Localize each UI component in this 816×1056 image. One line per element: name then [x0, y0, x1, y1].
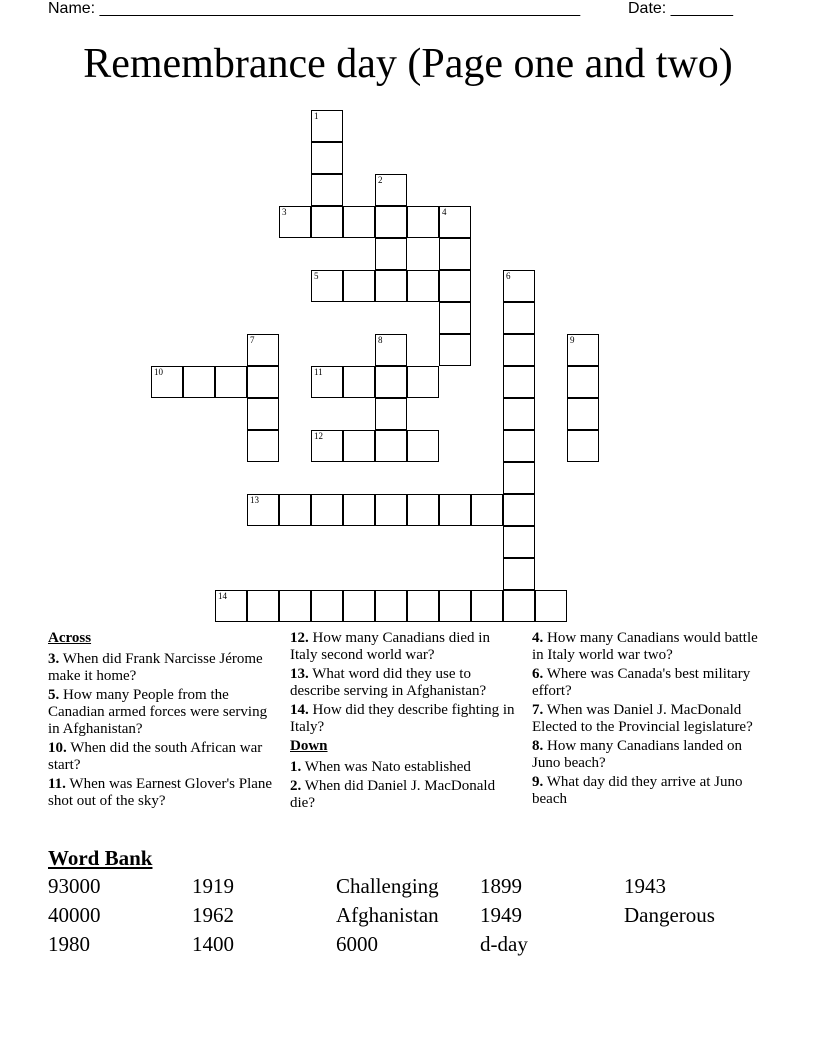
crossword-cell[interactable] — [439, 590, 471, 622]
cell-number: 11 — [314, 367, 323, 377]
crossword-cell[interactable] — [343, 590, 375, 622]
crossword-cell[interactable] — [503, 462, 535, 494]
crossword-cell[interactable] — [407, 590, 439, 622]
crossword-cell[interactable] — [279, 590, 311, 622]
crossword-cell[interactable] — [503, 590, 535, 622]
crossword-cell[interactable] — [439, 334, 471, 366]
word-bank-item: Dangerous — [624, 903, 715, 927]
crossword-cell[interactable] — [503, 366, 535, 398]
clue-number: 2. — [290, 778, 302, 794]
crossword-cell[interactable] — [375, 366, 407, 398]
crossword-cell[interactable] — [375, 398, 407, 430]
cell-number: 1 — [314, 111, 319, 121]
crossword-cell[interactable] — [503, 302, 535, 334]
crossword-cell[interactable] — [247, 398, 279, 430]
clue-number: 5. — [48, 687, 60, 703]
crossword-cell[interactable] — [375, 430, 407, 462]
crossword-cell[interactable] — [311, 174, 343, 206]
name-field[interactable]: Name: ______________________________________________________ — [48, 0, 581, 17]
crossword-cell[interactable] — [343, 430, 375, 462]
crossword-cell[interactable] — [247, 494, 279, 526]
clue-number: 11. — [48, 776, 66, 792]
word-bank-item: d-day — [480, 932, 528, 956]
crossword-cell[interactable] — [375, 334, 407, 366]
clue-across-3 — [48, 651, 276, 685]
clue-down-1 — [290, 759, 518, 776]
clue-number: 1. — [290, 759, 302, 775]
crossword-cell[interactable] — [279, 206, 311, 238]
clue-text: What word did they use to describe serving in Afghanistan? — [290, 666, 487, 699]
clue-column-1 — [48, 630, 276, 812]
cell-number: 2 — [378, 175, 383, 185]
crossword-cell[interactable] — [311, 110, 343, 142]
cell-number: 8 — [378, 335, 383, 345]
clue-number: 3. — [48, 651, 60, 667]
crossword-cell[interactable] — [503, 334, 535, 366]
crossword-cell[interactable] — [407, 206, 439, 238]
crossword-cell[interactable] — [311, 206, 343, 238]
clue-down-7 — [532, 702, 760, 736]
cell-number: 9 — [570, 335, 575, 345]
crossword-cell[interactable] — [247, 334, 279, 366]
word-bank-item: 1943 — [624, 874, 666, 898]
clue-across-11 — [48, 776, 276, 810]
clue-across-5 — [48, 687, 276, 738]
word-bank-item: 1949 — [480, 903, 522, 927]
date-field[interactable]: Date: _______ — [628, 0, 733, 17]
crossword-cell[interactable] — [183, 366, 215, 398]
clue-text: When did Daniel J. MacDonald die? — [290, 778, 496, 811]
crossword-cell[interactable] — [343, 366, 375, 398]
crossword-cell[interactable] — [407, 430, 439, 462]
crossword-cell[interactable] — [407, 270, 439, 302]
clue-text: How many Canadians landed on Juno beach? — [532, 738, 742, 771]
clue-text: How many Canadians died in Italy second world war? — [290, 630, 490, 663]
crossword-cell[interactable] — [439, 238, 471, 270]
clue-down-6 — [532, 666, 760, 700]
crossword-cell[interactable] — [343, 206, 375, 238]
crossword-cell[interactable] — [503, 494, 535, 526]
clue-across-12 — [290, 630, 518, 664]
clue-text: Where was Canada's best military effort? — [532, 666, 751, 699]
clue-down-8 — [532, 738, 760, 772]
clue-across-13 — [290, 666, 518, 700]
word-bank-item: 1919 — [192, 874, 234, 898]
clue-text: What day did they arrive at Juno beach — [532, 774, 743, 807]
cell-number: 10 — [154, 367, 163, 377]
clue-text: How many Canadians would battle in Italy world war two? — [532, 630, 758, 663]
crossword-cell[interactable] — [567, 334, 599, 366]
crossword-cell[interactable] — [407, 494, 439, 526]
word-bank-item: 1899 — [480, 874, 522, 898]
clue-number: 7. — [532, 702, 544, 718]
word-bank-title: Word Bank — [48, 846, 153, 870]
crossword-cell[interactable] — [439, 302, 471, 334]
page-title: Remembrance day (Page one and two) — [83, 41, 733, 87]
crossword-cell[interactable] — [311, 270, 343, 302]
crossword-cell[interactable] — [247, 590, 279, 622]
clue-text: When was Daniel J. MacDonald Elected to the Provincial legislature? — [532, 702, 753, 735]
crossword-cell[interactable] — [567, 430, 599, 462]
word-bank-item: Afghanistan — [336, 903, 439, 927]
crossword-cell[interactable] — [311, 590, 343, 622]
crossword-cell[interactable] — [439, 206, 471, 238]
crossword-cell[interactable] — [407, 366, 439, 398]
clue-number: 8. — [532, 738, 544, 754]
crossword-cell[interactable] — [375, 590, 407, 622]
crossword-cell[interactable] — [471, 494, 503, 526]
word-bank-item: 1980 — [48, 932, 90, 956]
cell-number: 7 — [250, 335, 255, 345]
crossword-cell[interactable] — [375, 238, 407, 270]
crossword-cell[interactable] — [535, 590, 567, 622]
crossword-cell[interactable] — [311, 430, 343, 462]
clue-across-10 — [48, 740, 276, 774]
word-bank-item: 40000 — [48, 903, 101, 927]
crossword-cell[interactable] — [375, 494, 407, 526]
clue-text: When did the south African war start? — [48, 740, 263, 773]
crossword-cell[interactable] — [343, 270, 375, 302]
word-bank-item: 6000 — [336, 932, 378, 956]
across-heading: Across — [48, 630, 92, 646]
crossword-cell[interactable] — [215, 590, 247, 622]
clue-down-4 — [532, 630, 760, 664]
cell-number: 13 — [250, 495, 259, 505]
cell-number: 4 — [442, 207, 447, 217]
crossword-cell[interactable] — [311, 494, 343, 526]
crossword-cell[interactable] — [311, 366, 343, 398]
crossword-cell[interactable] — [343, 494, 375, 526]
clue-text: When did Frank Narcisse Jérome make it home? — [48, 651, 263, 684]
crossword-cell[interactable] — [311, 142, 343, 174]
clue-column-2 — [290, 630, 518, 814]
crossword-cell[interactable] — [375, 174, 407, 206]
crossword-cell[interactable] — [503, 398, 535, 430]
crossword-cell[interactable] — [567, 366, 599, 398]
clue-across-14 — [290, 702, 518, 736]
header — [48, 0, 748, 22]
crossword-cell[interactable] — [503, 270, 535, 302]
word-bank-item: 1962 — [192, 903, 234, 927]
clue-text: How many People from the Canadian armed forces were serving in Afghanistan? — [48, 687, 268, 737]
cell-number: 12 — [314, 431, 323, 441]
cell-number: 6 — [506, 271, 511, 281]
crossword-cell[interactable] — [503, 526, 535, 558]
crossword-cell[interactable] — [151, 366, 183, 398]
clue-text: When was Nato established — [301, 759, 471, 775]
cell-number: 14 — [218, 591, 227, 601]
crossword-cell[interactable] — [567, 398, 599, 430]
clue-number: 12. — [290, 630, 309, 646]
clue-number: 13. — [290, 666, 309, 682]
cell-number: 5 — [314, 271, 319, 281]
clue-number: 9. — [532, 774, 544, 790]
clue-column-3 — [532, 630, 760, 810]
clue-number: 6. — [532, 666, 544, 682]
crossword-cell[interactable] — [247, 366, 279, 398]
crossword-cell[interactable] — [471, 590, 503, 622]
crossword-cell[interactable] — [503, 430, 535, 462]
cell-number: 3 — [282, 207, 287, 217]
clue-text: When was Earnest Glover's Plane shot out of the sky? — [48, 776, 273, 809]
word-bank-item: Challenging — [336, 874, 439, 898]
clue-number: 14. — [290, 702, 309, 718]
crossword-cell[interactable] — [215, 366, 247, 398]
word-bank-item: 93000 — [48, 874, 101, 898]
crossword-cell[interactable] — [375, 270, 407, 302]
down-heading: Down — [290, 738, 328, 754]
crossword-cell[interactable] — [439, 494, 471, 526]
clue-number: 10. — [48, 740, 67, 756]
clue-down-9 — [532, 774, 760, 808]
crossword-cell[interactable] — [439, 270, 471, 302]
crossword-cell[interactable] — [279, 494, 311, 526]
crossword-cell[interactable] — [247, 430, 279, 462]
clue-number: 4. — [532, 630, 544, 646]
clue-text: How did they describe fighting in Italy? — [290, 702, 515, 735]
crossword-cell[interactable] — [503, 558, 535, 590]
word-bank-item: 1400 — [192, 932, 234, 956]
crossword-cell[interactable] — [375, 206, 407, 238]
clue-down-2 — [290, 778, 518, 812]
